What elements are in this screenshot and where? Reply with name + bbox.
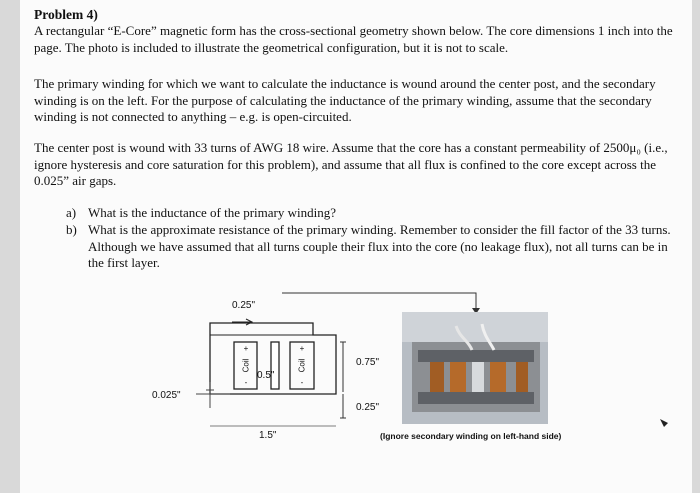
question-a-text: What is the inductance of the primary winding?: [88, 205, 337, 220]
label-dim-025: 0.25": [356, 402, 380, 413]
coil-right-plus: +: [299, 344, 305, 353]
core-diagram: [20, 280, 692, 493]
label-dim-gap: 0.025": [152, 390, 181, 401]
problem-page: [20, 0, 692, 493]
problem-title: Problem 4): [34, 7, 98, 22]
coil-right-label: Coil: [297, 358, 307, 373]
label-dim-075: 0.75": [356, 357, 380, 368]
question-b: [66, 222, 686, 272]
question-b-text: What is the approximate resistance of the primary winding. Remember to consider the fill factor of the 33 turns. Although we have assumed that all turns couple their flux into the core (no leakage flux), not all turns can be in the first layer.: [88, 222, 671, 270]
paragraph-core-properties: The center post is wound with 33 turns of AWG 18 wire. Assume that the core has a constant permeability of 2500μ₀ (i.e., ignore hysteresis and core saturation for this problem), and assume that all flux is confined to the core except across the 0.025” air gaps.: [34, 140, 668, 188]
cursor-icon: [660, 419, 668, 427]
question-a-label: a): [66, 205, 77, 220]
label-dim-top: 0.25": [232, 300, 256, 311]
label-dim-window: 0.5": [257, 370, 275, 381]
e-core-outline: [210, 323, 336, 394]
coil-right: [293, 344, 311, 387]
lead-to-photo: [282, 293, 476, 310]
question-b-label: b): [66, 222, 77, 237]
coil-left-plus: +: [243, 344, 249, 353]
paragraph-windings: The primary winding for which we want to calculate the inductance is wound around the center post, and the secondary winding is on the left. For the purpose of calculating the inductance of the primary winding, assume that the secondary winding is not connected to anything – e.g. is open-circuited.: [34, 76, 656, 124]
paragraph-geometry: A rectangular “E-Core” magnetic form has the cross-sectional geometry shown below. The core dimensions 1 inch into the page. The photo is included to illustrate the geometrical configuration, but it is not to scale.: [34, 23, 673, 55]
photo-caption: (Ignore secondary winding on left-hand side): [380, 431, 562, 441]
question-a: [66, 205, 686, 222]
figure: [20, 280, 692, 493]
coil-left: [237, 344, 255, 387]
coil-left-minus: -: [244, 378, 248, 387]
coil-right-minus: -: [300, 378, 304, 387]
coil-left-label: Coil: [241, 358, 251, 373]
label-dim-width: 1.5": [259, 430, 277, 441]
